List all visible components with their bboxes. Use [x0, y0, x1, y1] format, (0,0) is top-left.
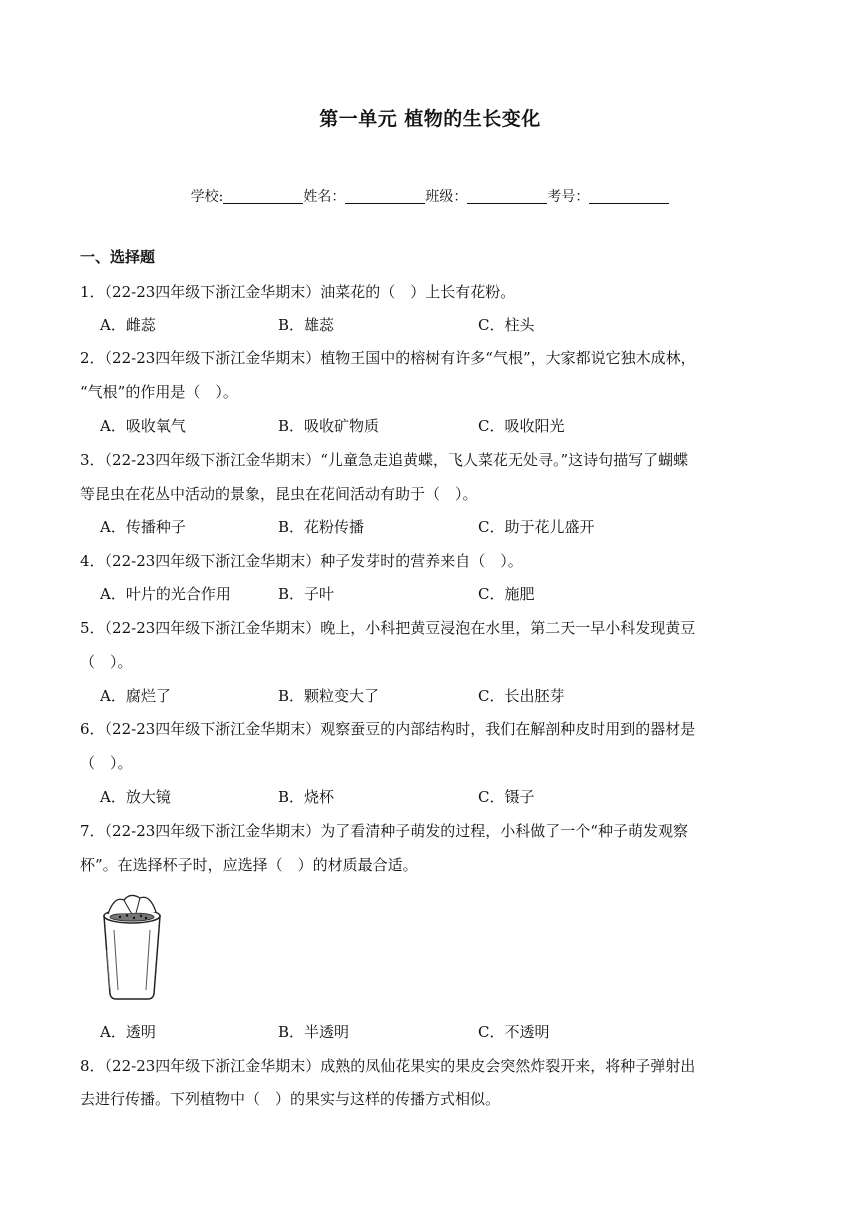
option-c[interactable]: C．助于花儿盛开 — [478, 518, 595, 536]
option-c[interactable]: C．柱头 — [478, 316, 535, 334]
option-c[interactable]: C．镊子 — [478, 788, 535, 806]
option-a[interactable]: A．放大镜 — [100, 788, 171, 806]
option-b[interactable]: B．子叶 — [278, 585, 335, 603]
option-a[interactable]: A．透明 — [100, 1023, 156, 1041]
section-title: 一、选择题 — [80, 248, 156, 266]
option-b[interactable]: B．半透明 — [278, 1023, 350, 1041]
question-6-text-cont: （ ）。 — [80, 754, 133, 772]
class-label: 班级： — [425, 189, 468, 205]
question-6-text: 6．（22-23四年级下浙江金华期末）观察蚕豆的内部结构时，我们在解剖种皮时用到的器材是 — [80, 720, 696, 738]
school-label: 学校: — [190, 189, 224, 205]
exam-no-blank[interactable] — [589, 189, 669, 204]
question-8-text: 8．（22-23四年级下浙江金华期末）成熟的凤仙花果实的果皮会突然炸裂开来，将种子弹射出 — [80, 1057, 696, 1075]
question-1-text: 1．（22-23四年级下浙江金华期末）油菜花的（ ）上长有花粉。 — [80, 283, 516, 301]
option-a[interactable]: A．叶片的光合作用 — [100, 585, 231, 603]
question-2-text-cont: “气根”的作用是（ ）。 — [80, 383, 238, 401]
question-5-text-cont: （ ）。 — [80, 653, 133, 671]
option-c[interactable]: C．长出胚芽 — [478, 687, 565, 705]
student-info-line — [0, 186, 860, 206]
option-a[interactable]: A．腐烂了 — [100, 687, 171, 705]
option-b[interactable]: B．烧杯 — [278, 788, 335, 806]
question-7-text: 7．（22-23四年级下浙江金华期末）为了看清种子萌发的过程，小科做了一个“种子萌发观察 — [80, 822, 688, 840]
option-c[interactable]: C．吸收阳光 — [478, 417, 565, 435]
name-blank[interactable] — [345, 189, 425, 204]
question-4-text: 4．（22-23四年级下浙江金华期末）种子发芽时的营养来自（ ）。 — [80, 552, 523, 570]
option-b[interactable]: B．雄蕊 — [278, 316, 335, 334]
option-a[interactable]: A．雌蕊 — [100, 316, 156, 334]
option-b[interactable]: B．花粉传播 — [278, 518, 365, 536]
question-7-text-cont: 杯”。在选择杯子时，应选择（ ）的材质最合适。 — [80, 856, 418, 874]
option-a[interactable]: A．吸收氧气 — [100, 417, 186, 435]
seed-cup-illustration — [100, 890, 164, 1002]
exam-no-label: 考号： — [547, 189, 590, 205]
option-c[interactable]: C．不透明 — [478, 1023, 550, 1041]
option-a[interactable]: A．传播种子 — [100, 518, 186, 536]
class-blank[interactable] — [467, 189, 547, 204]
option-b[interactable]: B．颗粒变大了 — [278, 687, 380, 705]
question-3-text: 3．（22-23四年级下浙江金华期末）“儿童急走追黄蝶，飞人菜花无处寻。”这诗句描写了蝴蝶 — [80, 451, 689, 469]
name-label: 姓名： — [303, 189, 346, 205]
option-b[interactable]: B．吸收矿物质 — [278, 417, 380, 435]
question-8-text-cont: 去进行传播。下列植物中（ ）的果实与这样的传播方式相似。 — [80, 1090, 501, 1108]
question-2-text: 2．（22-23四年级下浙江金华期末）植物王国中的榕树有许多“气根”，大家都说它独木成林， — [80, 349, 696, 367]
page-title: 第一单元 植物的生长变化 — [319, 108, 541, 130]
school-blank[interactable] — [223, 189, 303, 204]
question-3-text-cont: 等昆虫在花丛中活动的景象，昆虫在花间活动有助于（ ）。 — [80, 485, 478, 503]
question-5-text: 5．（22-23四年级下浙江金华期末）晚上，小科把黄豆浸泡在水里，第二天一早小科发现黄豆 — [80, 619, 696, 637]
option-c[interactable]: C．施肥 — [478, 585, 535, 603]
